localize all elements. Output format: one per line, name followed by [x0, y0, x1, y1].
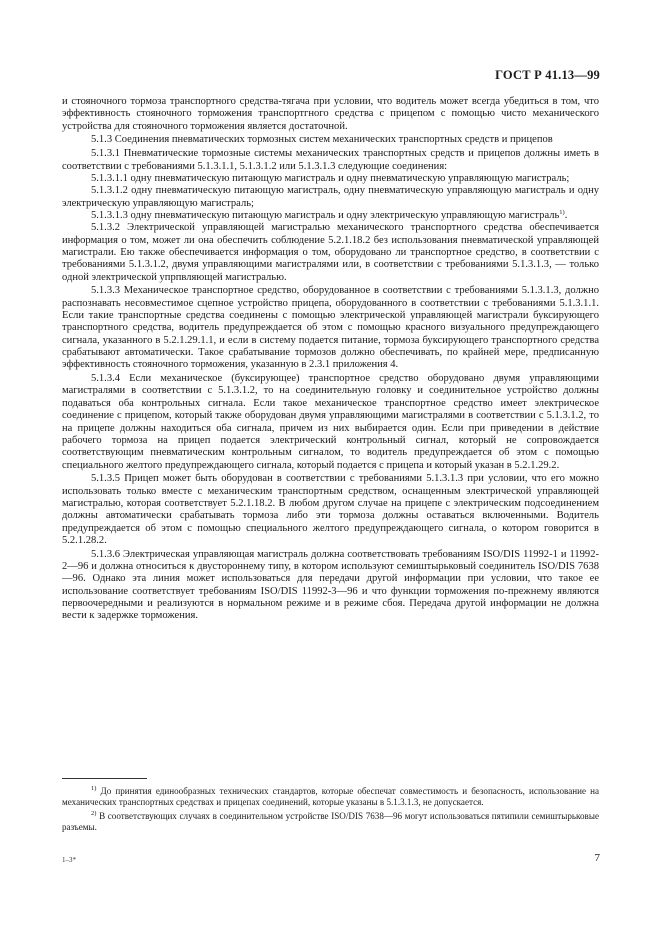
main-text: [62, 96, 599, 624]
footnote-1-text: До принятия единообразных технических стандартов, которые обеспечат совместимость и безопасность, использование на механических транспортных средствах и прицепах соединений, которые указаны в 5.1.3.1.3, не допускается.: [62, 786, 599, 808]
footnote-1: [62, 786, 599, 809]
paragraph-5-1-3-3: 5.1.3.3 Механическое транспортное средство, оборудованное в соответствии с требованиями 5.1.3.1.3, должно распознавать несовместимое сцепное устройство прицепа, оборудованного в соответствии с требованиями 5.1.3.1.1. Если такие транспортные средства соединены с помощью электрической управляющей магистрали буксирующего транспортного средства, водитель предупреждается об этом с помощью красного визуального предупреждающего сигнала, указанного в 5.2.1.29.1.1, и если в систему подается питание, тормоза буксирующего транспортного средства срабатывают автоматически. Такое срабатывание тормозов должно обеспечивать, по крайней мере, предписанную эффективность стояночного торможения, указанную в 2.3.1 приложения 4.: [62, 285, 599, 371]
footnote-mark-1: 1): [91, 785, 97, 792]
footnote-ref-1[interactable]: 1): [559, 208, 565, 216]
paragraph-5-1-3-1: 5.1.3.1 Пневматические тормозные системы механических транспортных средств и прицепов должны иметь в соответствии с требованиями 5.1.3.1.1, 5.1.3.1.2 или 5.1.3.1.3 следующие соединения:: [62, 148, 599, 172]
document-id: ГОСТ Р 41.13—99: [495, 68, 600, 82]
paragraph-5-1-3-1-2: 5.1.3.1.2 одну пневматическую питающую магистраль, одну пневматическую управляющую магистраль и одну электрическую управляющую магистраль;: [62, 185, 599, 209]
footnotes: [62, 786, 599, 835]
footnote-2: [62, 811, 599, 834]
paragraph-5-1-3-4: 5.1.3.4 Если механическое (буксирующее) транспортное средство оборудовано двумя управляющими магистралями в соответствии с 5.1.3.1.2, то на соединительную головку и соединительное устройство должны подаваться оба контрольных сигнала. Если такое механическое транспортное средство имеет электрическое соединение с прицепом, который также оборудован двумя управляющими магистралями в соответствии с 5.1.3.1.2, то на прицепе должны находиться оба сигнала, причем из них выбирается один. Если при приведении в действие рабочего тормоза на прицеп подается электрический контрольный сигнал, который не сопровождается соответствующим пневматическим контрольным сигналом, то водитель предупреждается об этом с помощью специального желтого предупреждающего сигнала, который подается с прицепа и который указан в 5.2.1.29.2.: [62, 373, 599, 471]
paragraph-continuation: и стояночного тормоза транспортного средства-тягача при условии, что водитель может всегда убедиться в том, что эффективность стояночного торможения транспортгного средства с прицепом с помощью чисто механического устройства для стояночного торможения является достаточной.: [62, 96, 599, 132]
footnote-2-text: В соответствующих случаях в соединительном устройстве ISO/DIS 7638—96 могут использоваться пятипили семиштырьковые разъемы.: [62, 810, 599, 832]
paragraph-5-1-3: 5.1.3 Соединения пневматических тормозных систем механических транспортных средств и прицепов: [91, 134, 553, 146]
period: .: [564, 209, 568, 221]
footnote-divider: [62, 778, 147, 779]
paragraph-5-1-3-1-1: 5.1.3.1.1 одну пневматическую питающую магистраль и одну пневматическую управляющую магистраль;: [91, 172, 570, 184]
paragraph-5-1-3-1-3: [62, 210, 599, 222]
footnote-mark-2: 2): [91, 809, 97, 817]
print-signature: 1–3*: [62, 856, 76, 864]
paragraph-5-1-3-1-3-text: 5.1.3.1.3 одну пневматическую питающую магистраль и одну электрическую управляющую магистраль: [91, 209, 560, 221]
paragraph-5-1-3-2: 5.1.3.2 Электрической управляющей магистралью механического транспортного средства обеспечивается информация о том, может ли она обеспечить соблюдение 5.2.1.18.2 без использования пневматической управляющей магистрали. Ею также обеспечивается информация о том, оборудовано ли транспортное средство, в соответствии с требованиями 5.1.3.1.2, двумя управляющими магистралями или, в соответствии с требованиями 5.1.3.1.3, — только одной электрической упрпвляющей магистралью.: [62, 222, 599, 283]
page-number: 7: [594, 852, 600, 864]
paragraph-5-1-3-5: 5.1.3.5 Прицеп может быть оборудован в соответствии с требованиями 5.1.3.1.3 при условии, что его можно использовать только вместе с механическим транспортным средством, оснащенным электрической управляющей магистралью, которая соответствует 5.2.1.18.2. В любом другом случае на прицепе с электрическим подсоединением должны автоматически срабатывать тормоза либо эти тормоза должны оставаться включенными. Водитель предупреждается об этом с помощью специального желтого предупреждающего сигнала, о котором говорится в 5.2.1.28.2.: [62, 473, 599, 546]
paragraph-5-1-3-6: 5.1.3.6 Электрическая управляющая магистраль должна соответствовать требованиям ISO/DIS 11992-1 и 11992-2—96 и должна относиться к двустороннему типу, в котором используют семиштырьковый соединитель ISO/DIS 7638—96. Однако эта линия может использоваться для передачи другой информации при условии, что такое ее использование соответствует требованиям ISO/DIS 11992-3—96 и что функции торможения по-прежнему являются первоочередными и реализуются в нормальном режиме и в режиме сбоя. Передача другой информации не должна вести к задержке торможения.: [62, 548, 599, 622]
